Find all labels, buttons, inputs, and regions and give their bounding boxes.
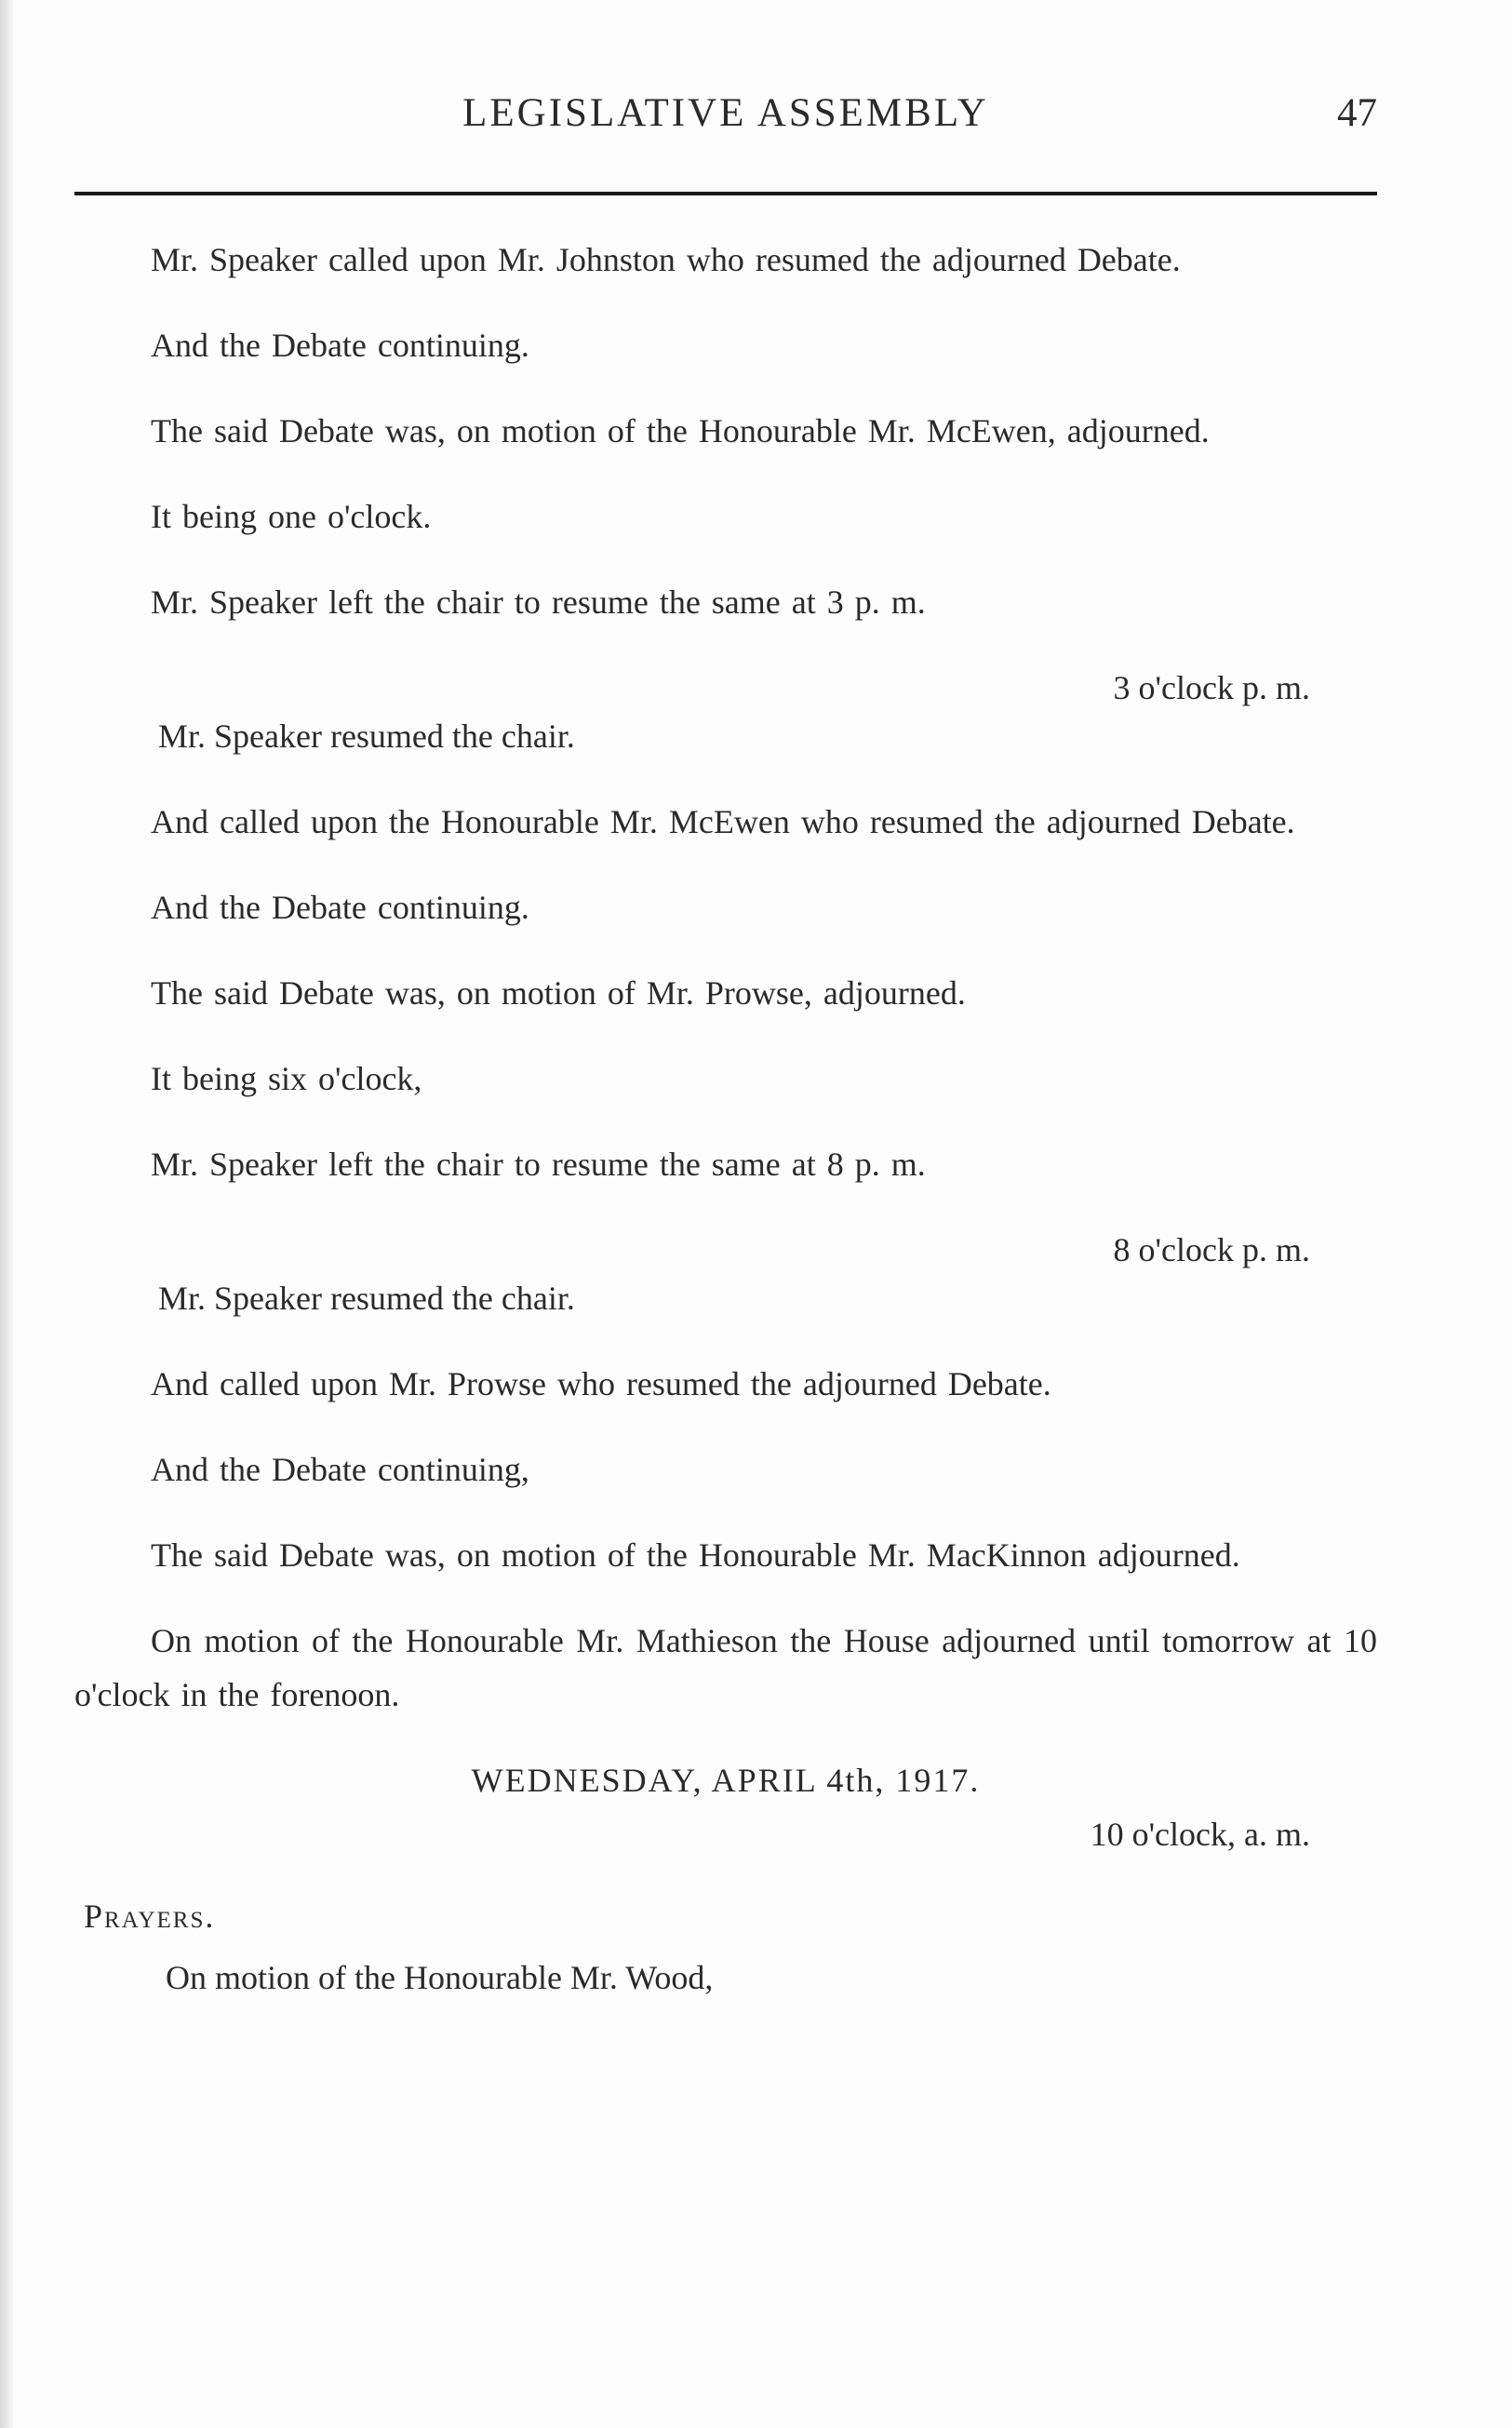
paragraph: Mr. Speaker resumed the chair. (158, 1280, 575, 1317)
paragraph: The said Debate was, on motion of Mr. Prowse, adjourned. (151, 974, 966, 1012)
time-marker: 3 o'clock p. m. (1113, 669, 1310, 706)
paragraph: And called upon Mr. Prowse who resumed the adjourned Debate. (151, 1365, 1051, 1402)
page-header (74, 86, 1377, 141)
scan-edge-shadow (0, 0, 13, 2428)
time-entry (74, 661, 1377, 763)
running-title: LEGISLATIVE ASSEMBLY (462, 91, 989, 135)
time-marker: 8 o'clock p. m. (1113, 1231, 1310, 1268)
paragraph: It being six o'clock, (151, 1060, 422, 1097)
paragraph: Mr. Speaker called upon Mr. Johnston who resumed the adjourned Debate. (151, 241, 1181, 278)
time-marker: 10 o'clock, a. m. (1090, 1816, 1310, 1853)
paragraph: Mr. Speaker left the chair to resume the same at 8 p. m. (151, 1146, 926, 1183)
paragraph: Mr. Speaker resumed the chair. (158, 718, 575, 755)
header-rule (74, 192, 1377, 195)
time-entry (74, 1223, 1377, 1325)
paragraph: And the Debate continuing, (151, 1451, 529, 1488)
prayers-heading: Prayers. (84, 1898, 216, 1935)
page-number: 47 (1337, 91, 1377, 135)
paragraph: And the Debate continuing. (151, 327, 529, 364)
paragraph: And the Debate continuing. (151, 889, 529, 926)
paragraph: The said Debate was, on motion of the Honourable Mr. McEwen, adjourned. (151, 412, 1210, 449)
paragraph: And called upon the Honourable Mr. McEwen who resumed the adjourned Debate. (151, 803, 1295, 840)
date-heading: WEDNESDAY, APRIL 4th, 1917. (471, 1762, 981, 1799)
paragraph: Mr. Speaker left the chair to resume the same at 3 p. m. (151, 584, 926, 621)
paragraph: On motion of the Honourable Mr. Wood, (166, 1959, 714, 1996)
journal-body (74, 233, 1377, 2005)
paragraph: It being one o'clock. (151, 498, 432, 535)
paragraph: The said Debate was, on motion of the Honourable Mr. MacKinnon adjourned. (151, 1536, 1240, 1574)
paragraph: On motion of the Honourable Mr. Mathieson the House adjourned until tomorrow at 10 o'clock in the forenoon. (74, 1622, 1377, 1713)
